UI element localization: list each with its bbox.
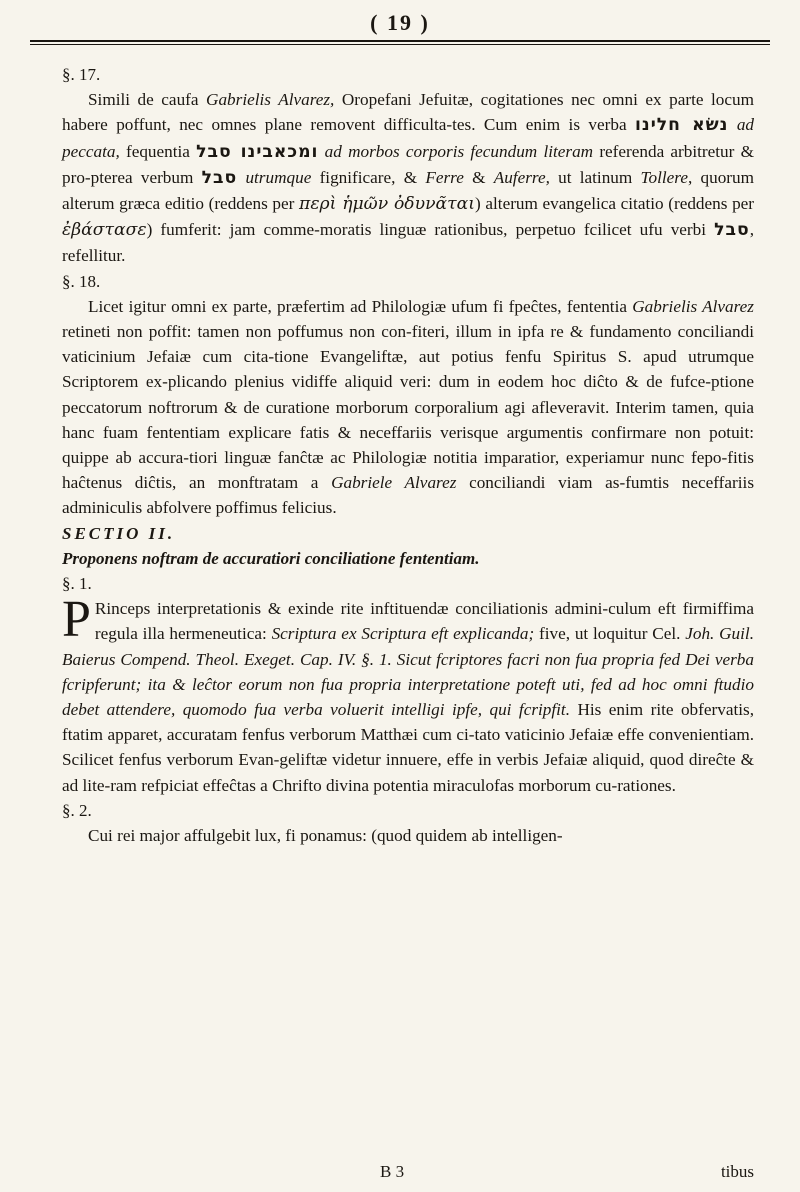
text-run: & xyxy=(463,167,494,187)
section-subheading: Proponens noftram de accuratiori conciliatione fententiam. xyxy=(62,548,480,568)
greek-text: ἐβάστασε xyxy=(62,220,147,241)
text-run: ut latinum xyxy=(549,167,641,187)
hebrew-text: נשׂא חלינו xyxy=(635,115,729,136)
paragraph-18 xyxy=(62,294,754,521)
section-mark-18: §. 18. xyxy=(62,271,101,291)
section-heading: SECTIO II. xyxy=(62,523,176,543)
hebrew-text: סבל xyxy=(201,167,238,188)
text-run: Rinceps interpretationis & exinde rite inftituendæ conciliationis admini-culum eft firmiffima regula illa hermeneutica: xyxy=(94,599,754,644)
section-mark-1: §. 1. xyxy=(62,574,92,594)
section-mark-17: §. 17. xyxy=(62,65,101,84)
text-run: ad peccata, xyxy=(62,115,755,161)
text-run: Licet igitur omni ex parte, præfertim ad Philologiæ ufum fi fpeĉtes, fententia xyxy=(88,296,633,316)
drop-cap: P xyxy=(62,591,91,649)
signature-mark: B 3 xyxy=(380,1162,405,1181)
author-name: Gabrielis Alvarez, xyxy=(206,90,335,110)
text-run: His enim rite obfervatis, ftatim apparet, accuratam fenfus verborum Matthæi cum ci-tato vaticinio Jefaiæ effe convenientiam. Scilicet fenfus verborum Evan-geliftæ videtur innuere, effe in verbis Jefaiæ aliquid, quod direĉte & ad lite-ram refpiciat effeĉtas a Chrifto divina potentia miraculofas morborum cu-rationes. xyxy=(62,700,754,795)
section-mark-2: §. 2. xyxy=(62,800,92,820)
text-run: Simili de caufa xyxy=(88,90,207,110)
text-run: referenda arbitretur & pro-pterea verbum xyxy=(62,141,754,187)
hebrew-text: ומכאבינו סבל xyxy=(196,141,319,162)
text-run: Tollere xyxy=(640,167,688,187)
greek-text: περὶ ἡμῶν ὀδυνᾶται xyxy=(299,194,476,215)
text-run: Oropefani Jefuitæ, cogitationes nec omni ex parte locum habere poffunt, nec omnes plane removent difficulta-tes. Cum enim is verba xyxy=(62,90,754,135)
page-number-header: ( 19 ) xyxy=(370,10,430,35)
text-run: Scriptura ex Scriptura eft explicanda; xyxy=(271,624,535,644)
main-text xyxy=(62,62,754,848)
text-run: ad morbos corporis fecundum literam xyxy=(318,141,594,161)
paragraph-17 xyxy=(62,87,754,268)
author-name: Gabrielis Alvarez xyxy=(632,296,754,316)
header-rule-thin xyxy=(30,44,770,45)
text-run: Ferre xyxy=(425,167,464,187)
quotation: Joh. Guil. Baierus Compend. Theol. Exeget. Cap. IV. §. 1. Sicut fcriptores facri non fua propria fed Dei verba fcripferunt; ita & leĉtor eorum non fua propria interpretatione poteft uti, fed ad hoc omni ftudio debet attendere, quomodo fua verba voluerit intelligi ipfe, qui fcripfit. xyxy=(62,624,754,720)
paragraph-2: Cui rei major affulgebit lux, fi ponamus: (quod quidem ab intelligen- xyxy=(88,826,563,846)
text-run: ) fumferit: jam comme-moratis linguæ rationibus, perpetuo fcilicet ufu verbi xyxy=(146,220,715,240)
text-run: ) alterum evangelica citatio (reddens per xyxy=(475,194,755,214)
header-rule xyxy=(30,40,770,42)
catchword: tibus xyxy=(720,1162,754,1181)
text-run: , refellitur. xyxy=(62,220,754,266)
text-run: conciliandi viam as-fumtis neceffariis adminiculis abfolvere poffimus felicius. xyxy=(62,473,755,518)
author-name: Gabriele Alvarez xyxy=(331,473,457,493)
paragraph-1 xyxy=(62,591,754,798)
text-run: utrumque xyxy=(237,167,312,187)
hebrew-text: סבל xyxy=(714,220,750,241)
text-run: , quorum alterum græca editio (reddens per xyxy=(62,167,754,214)
text-run: retineti non poffit: tamen non poffumus non con-fiteri, illum in ipfa re & fundamento conciliandi vaticinium Jefaiæ cum cita-tione Evangeliftæ, aut potius fenfu Spiritus S. apud utrumque Scriptorem ex-plicando plenius vidiffe aliquid veri: dum in eodem hoc diĉto & de fufce-ptione peccatorum noftrorum & de curatione morborum corporalium agi afleveravit. Interim tamen, quia hanc fuam fententiam explicare fatis & neceffariis verisque argumentis confirmare non potuit: quippe ab accura-tiori linguæ fanĉtæ ac Philologiæ notitia imparatior, experiamur nunc fepo-fitis haĉtenus diĉtis, an monftratam a xyxy=(62,322,754,493)
text-run: fignificare, & xyxy=(311,167,426,187)
text-run: five, ut loquitur Cel. xyxy=(534,624,686,644)
text-run: Auferre, xyxy=(493,167,550,187)
text-run: fequentia xyxy=(119,141,197,161)
